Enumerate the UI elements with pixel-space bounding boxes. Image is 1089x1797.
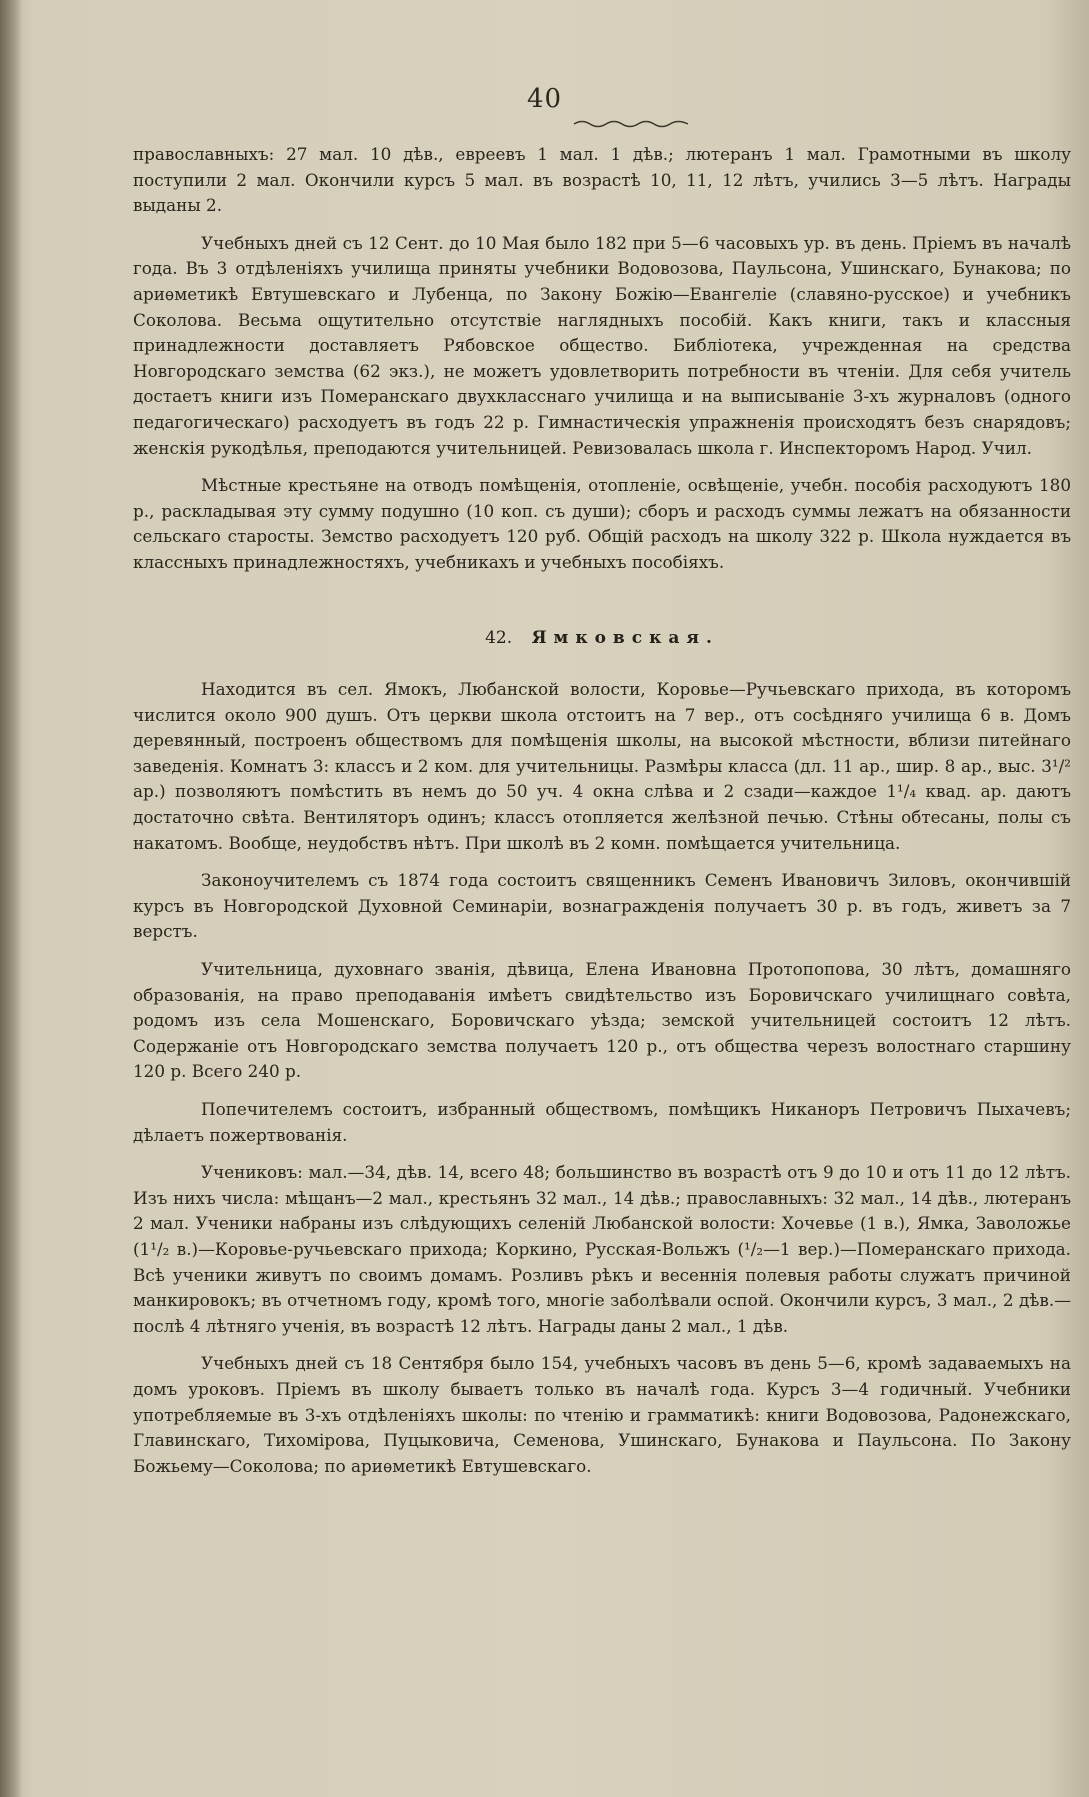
section-number: 42. <box>485 627 513 648</box>
paragraph: Законоучителемъ съ 1874 года состоитъ священникъ Семенъ Ивановичъ Зиловъ, окончившій курсъ въ Новгородской Духовной Семинаріи, вознагражденія получаетъ 30 р. въ годъ, живетъ за 7 верстъ. <box>133 870 1071 942</box>
paragraph: Учебныхъ дней съ 18 Сентября было 154, учебныхъ часовъ въ день 5—6, кромѣ задаваемыхъ на домъ уроковъ. Пріемъ въ школу бываетъ только въ началѣ года. Курсъ 3—4 годичный. Учебники употребляемые въ 3-хъ отдѣленіяхъ школы: по чтенію и грамматикѣ: книги Водовозова, Радонежскаго, Главинскаго, Тихомірова, Пуцыковича, Семенова, Ушинскаго, Бунакова и Паульсона. По Закону Божьему—Соколова; по ариѳметикѣ Евтушевскаго. <box>133 1353 1071 1476</box>
paragraph: Находится въ сел. Ямокъ, Любанской волости, Коровье—Ручьевскаго прихода, въ которомъ числится около 900 душъ. Отъ церкви школа отстоитъ на 7 вер., отъ сосѣдняго училища 6 в. Домъ деревянный, построенъ обществомъ для помѣщенія школы, на высокой мѣстности, вблизи питейнаго заведенія. Комнатъ 3: классъ и 2 ком. для учительницы. Размѣры класса (дл. 11 ар., шир. 8 ар., выс. 3¹/² ар.) позволяютъ помѣстить въ немъ до 50 уч. 4 окна слѣва и 2 сзади—каждое 1¹/₄ квад. ар. даютъ достаточно свѣта. Вентиляторъ одинъ; классъ отопляется желѣзной печью. Стѣны обтесаны, полы съ накатомъ. Вообще, неудобствъ нѣтъ. При школѣ въ 2 комн. помѣщается учительница. <box>133 679 1071 853</box>
paragraph: Учебныхъ дней съ 12 Сент. до 10 Мая было 182 при 5—6 часовыхъ ур. въ день. Пріемъ въ началѣ года. Въ 3 отдѣленіяхъ училища приняты учебники Водовозова, Паульсона, Ушинскаго, Бунакова; по ариѳметикѣ Евтушевскаго и Лубенца, по Закону Божію—Евангеліе (славяно-русское) и учебникъ Соколова. Весьма ощутительно отсутствіе наглядныхъ пособій. Какъ книги, такъ и классныя принадлежности доставляетъ Рябовское общество. Библіотека, учрежденная на средства Новгородскаго земства (62 экз.), не можетъ удовлетворить потребности въ чтеніи. Для себя учитель достаетъ книги изъ Померанскаго двухкласснаго училища и на выписываніе 3-хъ журналовъ (одного педагогическаго) расходуетъ въ годъ 22 р. Гимнастическія упражненія происходятъ безъ снарядовъ; женскія рукодѣлья, преподаются учительницей. Ревизовалась школа г. Инспекторомъ Народ. Учил. <box>133 232 1071 458</box>
paragraph: Учительница, духовнаго званія, дѣвица, Елена Ивановна Протопопова, 30 лѣтъ, домашняго образованія, на право преподаванія имѣетъ свидѣтельство изъ Боровичскаго училищнаго совѣта, родомъ изъ села Мошенскаго, Боровичскаго уѣзда; земской учительницей состоитъ 12 лѣтъ. Содержаніе отъ Новгородскаго земства получаетъ 120 р., отъ общества черезъ волостнаго старшину 120 р. Всего 240 р. <box>133 959 1071 1082</box>
section-heading <box>133 626 1071 652</box>
page-number-ornament <box>572 118 692 128</box>
paragraph: Учениковъ: мал.—34, дѣв. 14, всего 48; большинство въ возрастѣ отъ 9 до 10 и отъ 11 до 12 лѣтъ. Изъ нихъ числа: мѣщанъ—2 мал., крестьянъ 32 мал., 14 дѣв.; православныхъ: 32 мал., 14 дѣв., лютеранъ 2 мал. Ученики набраны изъ слѣдующихъ селеній Любанской волости: Хочевье (1 в.), Ямка, Заволожье (1¹/₂ в.)—Коровье-ручьевскаго прихода; Коркино, Русская-Вольжъ (¹/₂—1 вер.)—Померанскаго прихода. Всѣ ученики живутъ по своимъ домамъ. Розливъ рѣкъ и весеннія полевыя работы служатъ причиной манкировокъ; въ отчетномъ году, кромѣ того, многіе заболѣвали оспой. Окончили курсъ, 3 мал., 2 дѣв.—послѣ 4 лѣтняго ученія, въ возрастѣ 12 лѣтъ. Награды даны 2 мал., 1 дѣв. <box>133 1162 1071 1336</box>
page-number: 40 <box>526 84 563 114</box>
binding-shadow <box>0 0 22 1797</box>
paragraph: православныхъ: 27 мал. 10 дѣв., евреевъ 1 мал. 1 дѣв.; лютеранъ 1 мал. Грамотными въ школу поступили 2 мал. Окончили курсъ 5 мал. въ возрастѣ 10, 11, 12 лѣтъ, учились 3—5 лѣтъ. Награды выданы 2. <box>133 144 1071 216</box>
paragraph: Мѣстные крестьяне на отводъ помѣщенія, отопленіе, освѣщеніе, учебн. пособія расходуютъ 180 р., раскладывая эту сумму подушно (10 коп. съ души); сборъ и расходъ суммы лежатъ на обязанности сельскаго старосты. Земство расходуетъ 120 руб. Общій расходъ на школу 322 р. Школа нуждается въ классныхъ принадлежностяхъ, учебникахъ и учебныхъ пособіяхъ. <box>133 475 1071 572</box>
paragraph: Попечителемъ состоитъ, избранный обществомъ, помѣщикъ Никаноръ Петровичъ Пыхачевъ; дѣлаетъ пожертвованія. <box>133 1099 1071 1145</box>
body-text <box>133 142 1071 1491</box>
section-title: Ямковская. <box>531 627 719 648</box>
